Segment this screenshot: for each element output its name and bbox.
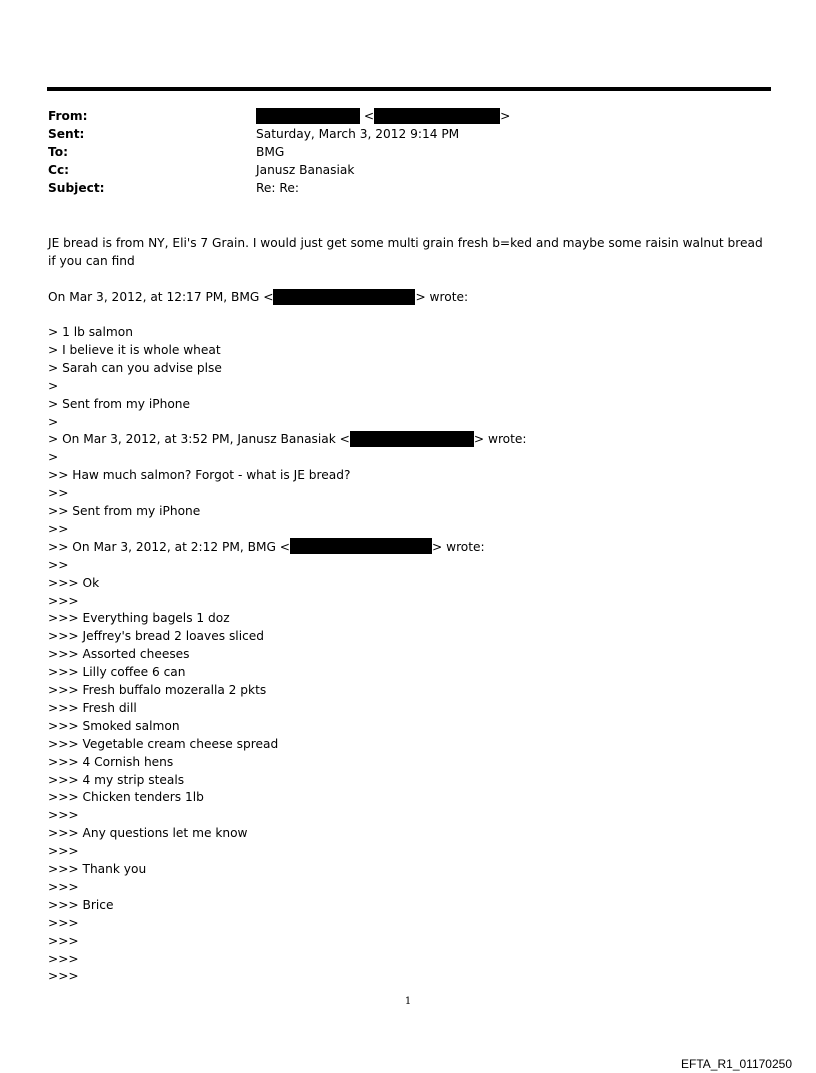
quoted-line: >>> Any questions let me know [48, 826, 248, 841]
quoted-line: >>> Vegetable cream cheese spread [48, 736, 279, 751]
quoted-line-prefix: > On Mar 3, 2012, at 3:52 PM, Janusz Banasiak < [48, 432, 350, 447]
quoted-line: >>> Ok [48, 575, 100, 590]
quoted-line: >>> [48, 969, 79, 984]
page-number: 1 [404, 996, 412, 1007]
quoted-line: >>> 4 Cornish hens [48, 754, 174, 769]
quoted-line: >>> Smoked salmon [48, 718, 180, 733]
quoted-line: > [48, 450, 59, 465]
subject-value: Re: Re: [256, 181, 299, 195]
sent-label: Sent: [48, 127, 85, 141]
redacted-email [290, 538, 432, 554]
redacted-sender-email [374, 108, 500, 124]
quoted-line: > I believe it is whole wheat [48, 342, 221, 357]
quoted-line [48, 538, 485, 556]
quoted-line: >>> Jeffrey's bread 2 loaves sliced [48, 629, 265, 644]
redacted-email [273, 289, 415, 305]
quoted-line: >>> [48, 915, 79, 930]
email-open-bracket: < [363, 109, 375, 123]
subject-label: Subject: [48, 181, 105, 195]
quoted-line: >>> [48, 933, 79, 948]
quoted-line: >>> Chicken tenders 1lb [48, 790, 204, 805]
quoted-line: >>> 4 my strip steals [48, 772, 185, 787]
quoted-line: >>> [48, 879, 79, 894]
quoted-line: >>> Fresh buffalo mozeralla 2 pkts [48, 683, 267, 697]
quoted-line: >> [48, 521, 69, 536]
quoted-line: >>> [48, 593, 79, 608]
bates-number: EFTA_R1_01170250 [681, 1057, 792, 1071]
quoted-line: >> Sent from my iPhone [48, 504, 201, 518]
quoted-line: > [48, 378, 59, 393]
quoted-line: >>> Fresh dill [48, 700, 137, 715]
quoted-line: > Sent from my iPhone [48, 396, 191, 411]
from-label: From: [48, 109, 88, 123]
quoted-line: >>> Thank you [48, 862, 147, 876]
quoted-line: >>> Assorted cheeses [48, 647, 190, 662]
body-intro: JE bread is from NY, Eli's 7 Grain. I would just get some multi grain fresh b=ked and maybe some raisin walnut bread if you can find [48, 236, 763, 268]
quoted-line: > Sarah can you advise plse [48, 360, 222, 375]
to-value: BMG [256, 145, 285, 159]
from-value [256, 107, 510, 125]
redacted-sender-name [256, 108, 360, 124]
redacted-email [350, 431, 474, 447]
cc-label: Cc: [48, 163, 70, 177]
to-label: To: [48, 145, 68, 159]
quoted-line: >> Haw much salmon? Forgot - what is JE bread? [48, 468, 351, 483]
cc-value: Janusz Banasiak [256, 163, 355, 177]
quoted-line: >>> Brice [48, 897, 114, 912]
attribution-suffix: > wrote: [415, 290, 469, 304]
quoted-line-prefix: >> On Mar 3, 2012, at 2:12 PM, BMG < [48, 539, 291, 554]
quoted-line: >>> Everything bagels 1 doz [48, 611, 230, 626]
attribution-line [48, 288, 468, 306]
quoted-line: >> [48, 486, 69, 501]
quoted-line: >>> [48, 808, 79, 823]
quoted-line: >>> [48, 844, 79, 859]
sent-value: Saturday, March 3, 2012 9:14 PM [256, 127, 460, 141]
attribution-prefix: On Mar 3, 2012, at 12:17 PM, BMG < [48, 290, 274, 304]
quoted-line-suffix: > wrote: [432, 539, 485, 554]
email-close-bracket: > [500, 109, 511, 123]
quoted-line: >>> [48, 951, 79, 966]
quoted-line [48, 430, 527, 448]
quoted-line: > 1 lb salmon [48, 325, 133, 339]
quoted-line: >> [48, 557, 69, 572]
header-rule [47, 87, 771, 91]
quoted-line: >>> Lilly coffee 6 can [48, 665, 186, 680]
quoted-line-suffix: > wrote: [473, 432, 527, 447]
quoted-line: > [48, 414, 59, 429]
